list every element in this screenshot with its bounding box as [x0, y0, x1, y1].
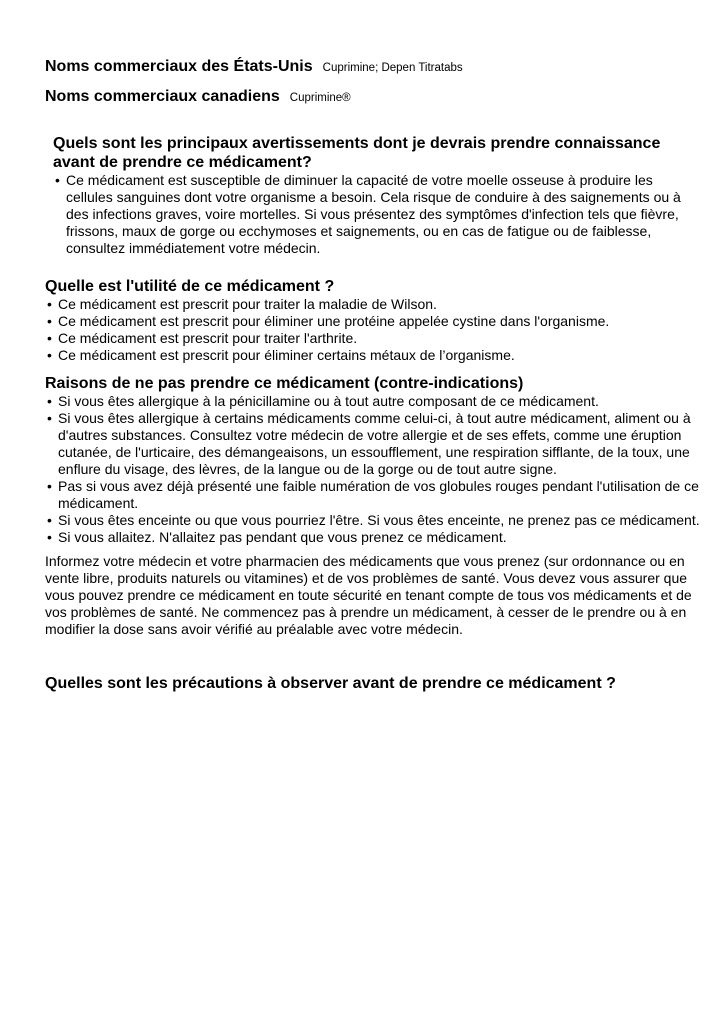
medication-info-note: Informez votre médecin et votre pharmacien des médicaments que vous prenez (sur ordonnance ou en vente libre, produits naturels ou vitamines) et de vos problèmes de santé. Vous devez vous assurer que vous pouvez prendre ce médicament en toute sécurité en tenant compte de tous vos médicaments et de vos problèmes de santé. Ne commencez pas à prendre un médicament, à cesser de le prendre ou à en modifier la dose sans avoir vérifié au préalable avec votre médecin. [45, 553, 692, 637]
us-brand-label: Noms commerciaux des États-Unis [45, 58, 313, 75]
list-item: • Si vous êtes enceinte ou que vous pourriez l'être. Si vous êtes enceinte, ne prenez pas ce médicament. [45, 512, 705, 529]
uses-heading: Quelle est l'utilité de ce médicament ? [45, 278, 335, 295]
canadian-brand-label: Noms commerciaux canadiens [45, 88, 280, 105]
contraindications-list [45, 393, 705, 546]
list-item: • Ce médicament est susceptible de diminuer la capacité de votre moelle osseuse à produire les cellules sanguines dont votre organisme a besoin. Cela risque de conduire à des saignements ou à des infections graves, voire mortelles. Si vous présentez des symptômes d'infection tels que fièvre, frissons, maux de gorge ou ecchymoses et saignements, ou en cas de fatigue ou de faiblesse, consultez immédiatement votre médecin. [53, 172, 698, 257]
uses-list [45, 296, 705, 364]
list-item: • Ce médicament est prescrit pour traiter la maladie de Wilson. [45, 296, 705, 313]
uses-section [45, 277, 705, 364]
contraindications-section [45, 374, 705, 638]
warnings-list [53, 172, 698, 257]
precautions-heading: Quelles sont les précautions à observer avant de prendre ce médicament ? [45, 675, 616, 692]
canadian-brand-names [45, 88, 351, 106]
us-brand-names [45, 58, 463, 76]
list-item: • Si vous êtes allergique à la pénicillamine ou à tout autre composant de ce médicament. [45, 393, 705, 410]
warnings-heading: Quels sont les principaux avertissements dont je devrais prendre connaissance avant de prendre ce médicament? [53, 135, 661, 171]
list-item: • Ce médicament est prescrit pour éliminer une protéine appelée cystine dans l'organisme. [45, 313, 705, 330]
list-item: • Ce médicament est prescrit pour éliminer certains métaux de l’organisme. [45, 347, 705, 364]
list-item: • Si vous êtes allergique à certains médicaments comme celui-ci, à tout autre médicament, aliment ou à d'autres substances. Consultez votre médecin de votre allergie et de ses effets, comme une éruption cutanée, de l'urticaire, des démangeaisons, un essoufflement, une respiration sifflante, de la toux, une enflure du visage, des lèvres, de la langue ou de la gorge ou de tout autre signe. [45, 410, 705, 478]
contraindications-heading: Raisons de ne pas prendre ce médicament (contre-indications) [45, 375, 524, 392]
list-item: • Si vous allaitez. N'allaitez pas pendant que vous prenez ce médicament. [45, 529, 705, 546]
list-item: • Ce médicament est prescrit pour traiter l'arthrite. [45, 330, 705, 347]
us-brand-value: Cuprimine; Depen Titratabs [322, 62, 463, 74]
precautions-section [45, 674, 705, 693]
warnings-section [53, 134, 698, 257]
canadian-brand-value: Cuprimine® [289, 92, 351, 104]
list-item: • Pas si vous avez déjà présenté une faible numération de vos globules rouges pendant l'utilisation de ce médicament. [45, 478, 705, 512]
